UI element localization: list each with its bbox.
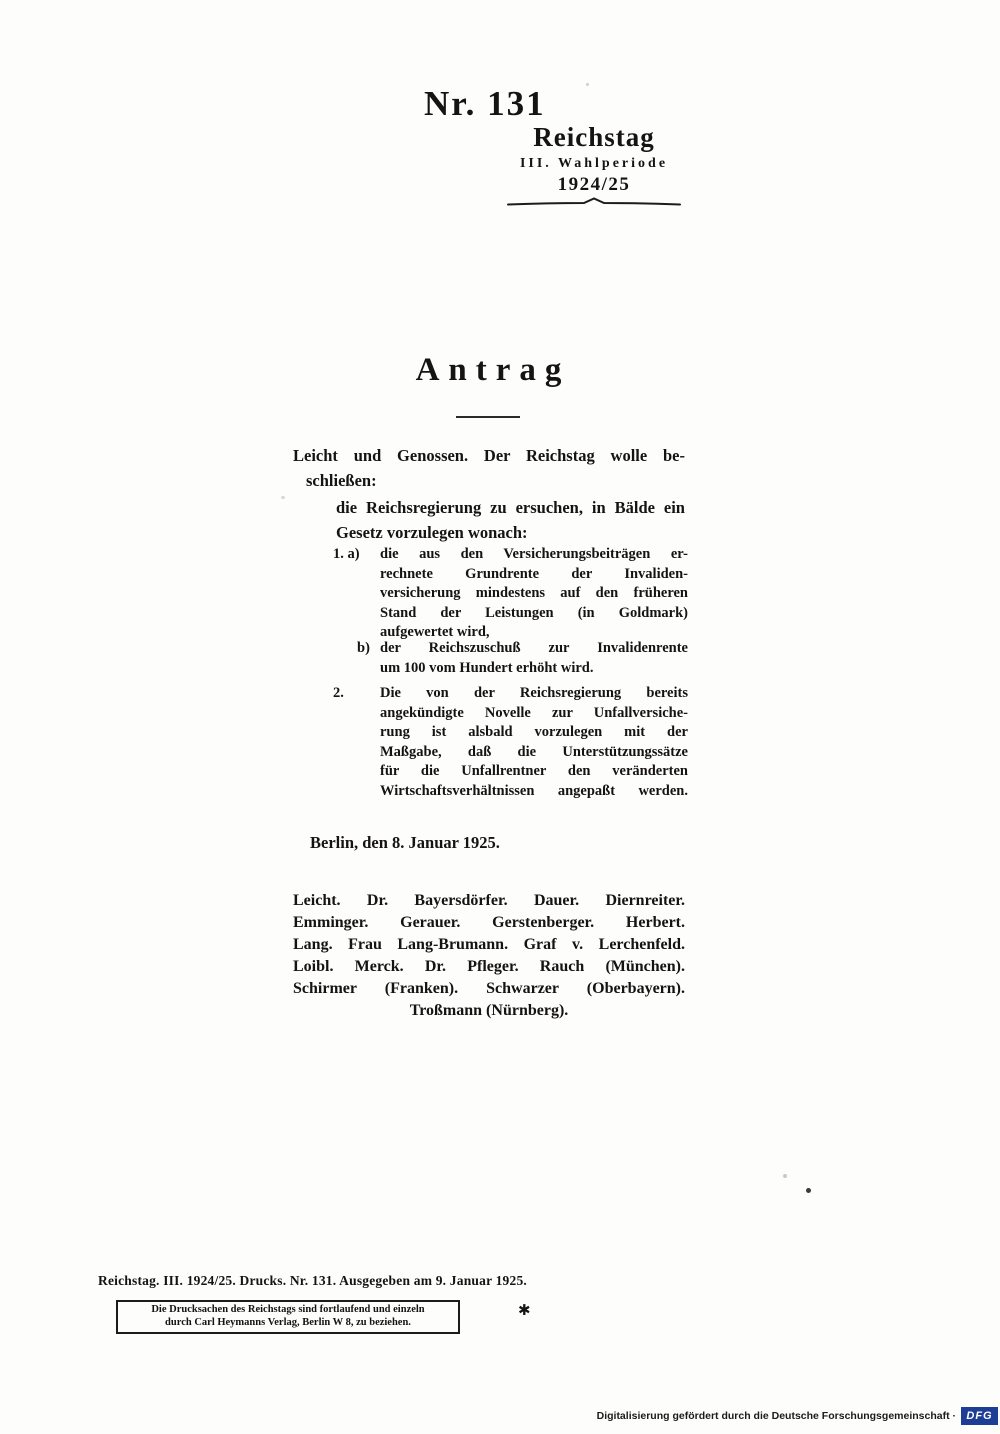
digitization-credit: [597, 1407, 998, 1425]
text-line: Wirtschaftsverhältnissen angepaßt werden.: [380, 782, 688, 799]
list-item-1b: [293, 639, 688, 678]
publisher-notice-box: [116, 1300, 460, 1334]
date-line: Berlin, den 8. Januar 1925.: [310, 833, 500, 852]
text-line: Stand der Leistungen (in Goldmark): [380, 604, 688, 621]
scan-speck: [586, 83, 589, 86]
scan-speck: [281, 496, 285, 499]
text-line: Schirmer (Franken). Schwarzer (Oberbayern).: [293, 980, 685, 997]
page-title: Antrag: [415, 352, 571, 388]
text-line: [293, 443, 685, 468]
text-line: die Reichsregierung zu ersuchen, in Bälde ein: [336, 498, 685, 517]
list-item-text: [380, 639, 688, 678]
list-marker: b): [357, 640, 370, 656]
scan-speck: [806, 1188, 811, 1193]
text-line: Leicht. Dr. Bayersdörfer. Dauer. Diernreiter.: [293, 892, 685, 909]
list-item-text: [380, 684, 688, 801]
document-header: [502, 122, 686, 207]
text-line: der Reichszuschuß zur Invalidenrente: [380, 640, 688, 656]
text-line: schließen:: [306, 471, 377, 490]
list-marker: 2.: [333, 685, 344, 701]
text-line: die aus den Versicherungsbeiträgen er-: [380, 546, 688, 562]
text-line: angekündigte Novelle zur Unfallversiche-: [380, 704, 688, 721]
text-line: Die Drucksachen des Reichstags sind fortlaufend und einzeln: [151, 1304, 425, 1315]
text-line: Loibl. Merck. Dr. Pfleger. Rauch (München).: [293, 958, 685, 975]
document-number: Nr. 131: [424, 84, 546, 123]
text-line: rung ist alsbald vorzulegen mit der: [380, 724, 688, 740]
text-line: aufgewertet wird,: [380, 624, 490, 640]
text-line: Die von der Reichsregierung bereits: [380, 685, 688, 701]
institution-title: Reichstag: [533, 122, 655, 152]
text-line: Gesetz vorzulegen wonach:: [336, 523, 528, 542]
text-line: durch Carl Heymanns Verlag, Berlin W 8, zu beziehen.: [165, 1316, 411, 1328]
list-item-2: [293, 684, 688, 801]
text-line: rechnete Grundrente der Invaliden-: [380, 565, 688, 582]
scan-speck: [783, 1174, 787, 1178]
list-item-text: [380, 545, 688, 643]
session-years: 1924/25: [557, 174, 631, 195]
text-line: um 100 vom Hundert erhöht wird.: [380, 659, 594, 676]
text-line: versicherung mindestens auf den früheren: [380, 585, 688, 601]
star-icon: ✱: [518, 1301, 531, 1319]
text-line: Emminger. Gerauer. Gerstenberger. Herbert.: [293, 914, 685, 931]
intro-paragraph: [293, 443, 685, 493]
election-period: III. Wahlperiode: [519, 156, 669, 171]
mover-name: Leicht: [293, 446, 338, 465]
text-line: für die Unfallrentner den veränderten: [380, 763, 688, 779]
text-line: Maßgabe, daß die Unterstützungssätze: [380, 743, 688, 760]
list-marker: 1. a): [333, 546, 360, 562]
intro-text: und Genossen. Der Reichstag wolle be-: [337, 446, 685, 465]
credit-text: Digitalisierung gefördert durch die Deutsche Forschungsgemeinschaft ·: [596, 1410, 956, 1422]
title-rule: [456, 416, 520, 418]
text-line: Troßmann (Nürnberg).: [409, 1002, 569, 1019]
list-item-1a: [293, 545, 688, 643]
request-paragraph: [336, 495, 685, 545]
signature-block: [293, 890, 685, 1022]
imprint-line: Reichstag. III. 1924/25. Drucks. Nr. 131. Ausgegeben am 9. Januar 1925.: [98, 1273, 527, 1288]
dfg-logo: DFG: [961, 1407, 998, 1425]
underline-brace: [506, 197, 682, 207]
text-line: Lang. Frau Lang-Brumann. Graf v. Lerchenfeld.: [293, 936, 685, 953]
